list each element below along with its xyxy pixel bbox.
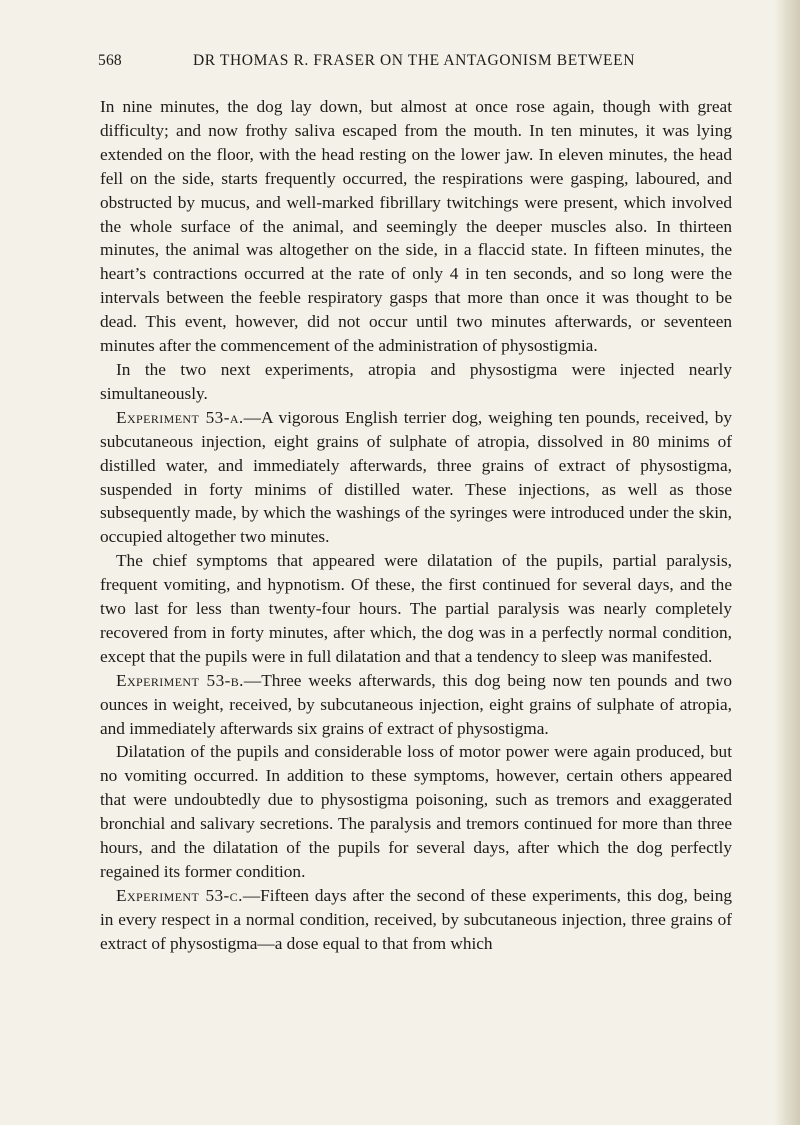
paragraph-text: —Fifteen days after the second of these experiments, this dog, being in every respect in a normal condition, received, by subcutaneous injection, three grains of extract of physostigma—a dose equal to that from which [100,885,732,953]
page-number: 568 [98,52,122,69]
paragraph [100,549,732,669]
paragraph [100,406,732,549]
experiment-label: Experiment 53-c. [116,885,243,905]
paragraph [100,740,732,883]
paragraph-text: In nine minutes, the dog lay down, but almost at once rose again, though with great difficulty; and now frothy saliva escaped from the mouth. In ten minutes, it was lying extended on the floor, with the head resting on the lower jaw. In eleven minutes, the head fell on the side, starts frequently occurred, the respirations were gasping, laboured, and obstructed by mucus, and well-marked fibrillary twitchings were present, which involved the whole surface of the animal, and seemingly the deeper muscles also. In thirteen minutes, the animal was altogether on the side, in a flaccid state. In fifteen minutes, the heart’s contractions occurred at the rate of only 4 in ten seconds, and so long were the intervals between the feeble respiratory gasps that more than once it was thought to be dead. This event, however, did not occur until two minutes afterwards, or seventeen minutes after the commencement of the administration of physostigmia. [100,97,732,356]
paragraph-text: —Three weeks afterwards, this dog being now ten pounds and two ounces in weight, received, by subcutaneous injection, eight grains of sulphate of atropia, and immediately afterwards six grains of extract of physostigma. [100,670,732,738]
running-head: DR THOMAS R. FRASER ON THE ANTAGONISM BETWEEN [193,52,635,69]
experiment-label: Experiment 53-a. [116,407,244,427]
paragraph-text: Dilatation of the pupils and considerable loss of motor power were again produced, but no vomiting occurred. In addition to these symptoms, however, certain others appeared that were undoubtedly due to physostigma poisoning, such as tremors and exaggerated bronchial and salivary secretions. The paralysis and tremors continued for more than three hours, and the dilatation of the pupils for several days, after which the dog perfectly regained its former condition. [100,742,732,881]
paragraph [100,358,732,406]
body-text [100,95,732,956]
paragraph-text: The chief symptoms that appeared were dilatation of the pupils, partial paralysis, frequent vomiting, and hypnotism. Of these, the first continued for several days, and the two last for less than twenty-four hours. The partial paralysis was nearly completely recovered from in forty minutes, after which, the dog was in a perfectly normal condition, except that the pupils were in full dilatation and that a tendency to sleep was manifested. [100,551,732,666]
paragraph [100,884,732,956]
paragraph-text: —A vigorous English terrier dog, weighing ten pounds, received, by subcutaneous injection, eight grains of sulphate of atropia, dissolved in 80 minims of distilled water, and immediately afterwards, three grains of extract of physostigma, suspended in forty minims of distilled water. These injections, as well as those subsequently made, by which the washings of the syringes were introduced under the skin, occupied altogether two minutes. [100,407,732,547]
paragraph [100,95,732,358]
paragraph [100,669,732,741]
page-edge-shadow [774,0,800,1125]
experiment-label: Experiment 53-b. [116,670,244,690]
paragraph-text: In the two next experiments, atropia and physostigma were injected nearly simultaneously. [100,359,732,403]
page-header [98,52,726,76]
